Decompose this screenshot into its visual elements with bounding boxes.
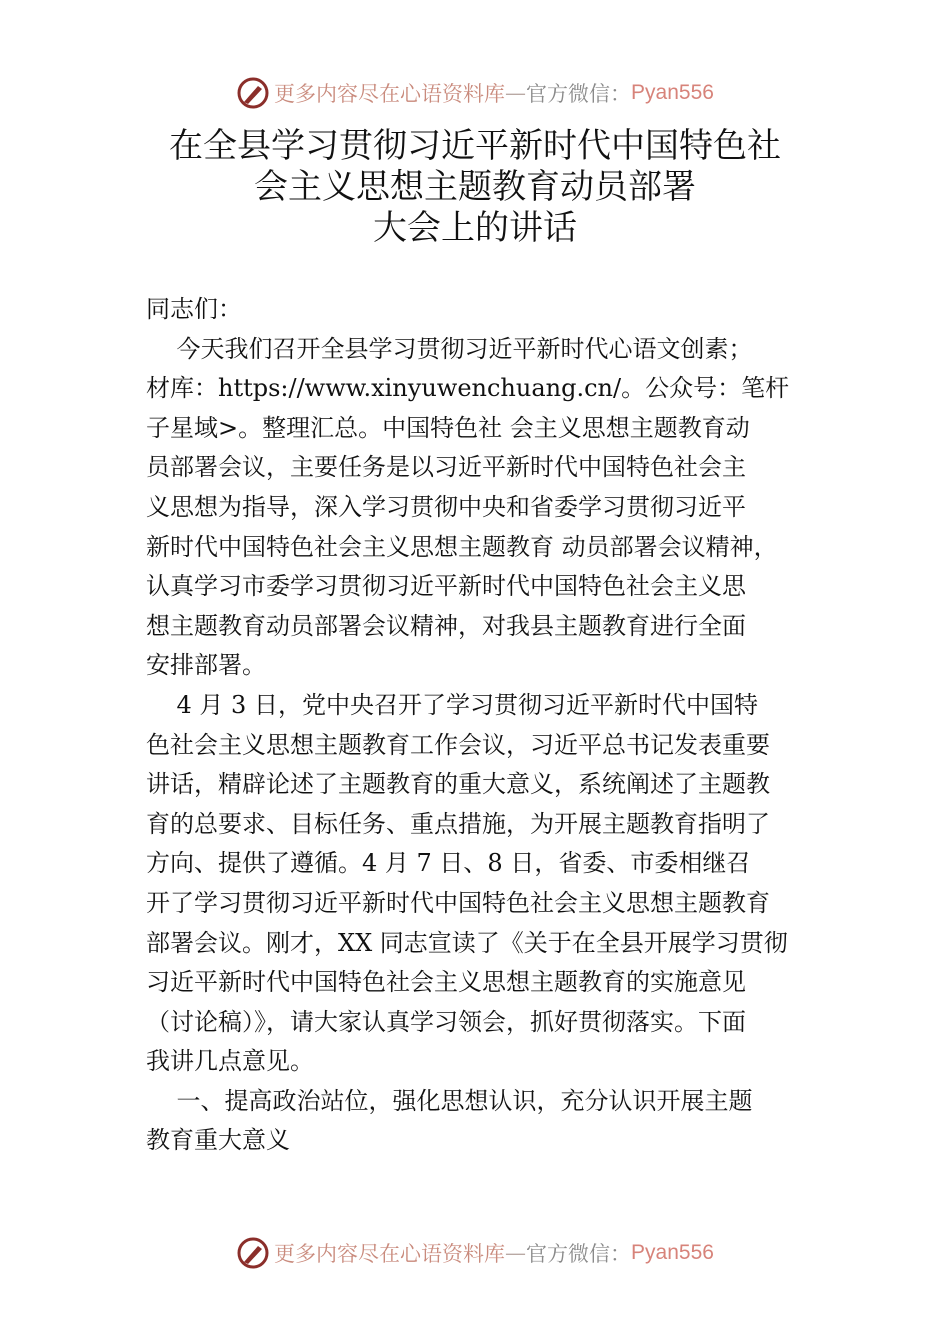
watermark-id: Pyan556 <box>631 1241 714 1264</box>
text-line: 想主题教育动员部署会议精神，对我县主题教育进行全面 <box>146 611 746 640</box>
text-line: 认真学习市委学习贯彻习近平新时代中国特色社会主义思 <box>146 572 746 601</box>
text-line: 我讲几点意见。 <box>146 1047 314 1076</box>
text-line: 方向、提供了遵循。4 月 7 日、8 日，省委、市委相继召 <box>146 849 751 878</box>
pen-logo-icon <box>236 1236 270 1270</box>
text-line: 义思想为指导，深入学习贯彻中央和省委学习贯彻习近平 <box>146 492 746 521</box>
watermark-label: 官方微信： <box>526 1242 632 1266</box>
text-line: 员部署会议，主要任务是以习近平新时代中国特色社会主 <box>146 453 746 482</box>
document-body <box>146 290 826 1161</box>
text-line: 育的总要求、目标任务、重点措施，为开展主题教育指明了 <box>146 809 770 838</box>
document-title <box>0 126 950 249</box>
watermark-site: 更多内容尽在心语资料库 <box>274 82 506 106</box>
text-line: 子星域>。整理汇总。中国特色社 会主义思想主题教育动 <box>146 413 750 442</box>
text-line: 习近平新时代中国特色社会主义思想主题教育的实施意见 <box>146 968 746 997</box>
text-line: 部署会议。刚才，XX 同志宣读了《关于在全县开展学习贯彻 <box>146 928 788 957</box>
title-line: 在全县学习贯彻习近平新时代中国特色社 <box>169 126 781 166</box>
watermark-dash: — <box>505 81 527 105</box>
text-line: 讲话，精辟论述了主题教育的重大意义，系统阐述了主题教 <box>146 770 770 799</box>
text-line: 教育重大意义 <box>146 1126 290 1155</box>
text-line: 同志们： <box>146 295 242 323</box>
footer-watermark <box>0 1233 950 1273</box>
pen-logo-icon <box>236 76 270 110</box>
text-line: 安排部署。 <box>146 651 266 680</box>
watermark-id: Pyan556 <box>631 81 714 104</box>
watermark-dash: — <box>505 1241 527 1265</box>
watermark-label: 官方微信： <box>526 82 632 106</box>
text-line: （讨论稿）》，请大家认真学习领会，抓好贯彻落实。下面 <box>146 1007 746 1036</box>
title-line: 大会上的讲话 <box>373 208 577 248</box>
text-line: 色社会主义思想主题教育工作会议，习近平总书记发表重要 <box>146 730 770 759</box>
watermark-site: 更多内容尽在心语资料库 <box>274 1242 506 1266</box>
text-line: 开了学习贯彻习近平新时代中国特色社会主义思想主题教育 <box>146 888 770 917</box>
text-line: 4 月 3 日，党中央召开了学习贯彻习近平新时代中国特 <box>146 690 758 719</box>
text-line: 一、提高政治站位，强化思想认识，充分认识开展主题 <box>146 1086 753 1115</box>
text-line: 新时代中国特色社会主义思想主题教育 动员部署会议精神， <box>146 532 778 561</box>
header-watermark <box>0 73 950 113</box>
text-line: 今天我们召开全县学习贯彻习近平新时代心语文创素； <box>146 334 753 363</box>
text-line: 材库：https://www.xinyuwenchuang.cn/。公众号：笔杆 <box>146 374 790 403</box>
title-line: 会主义思想主题教育动员部署 <box>254 167 696 207</box>
